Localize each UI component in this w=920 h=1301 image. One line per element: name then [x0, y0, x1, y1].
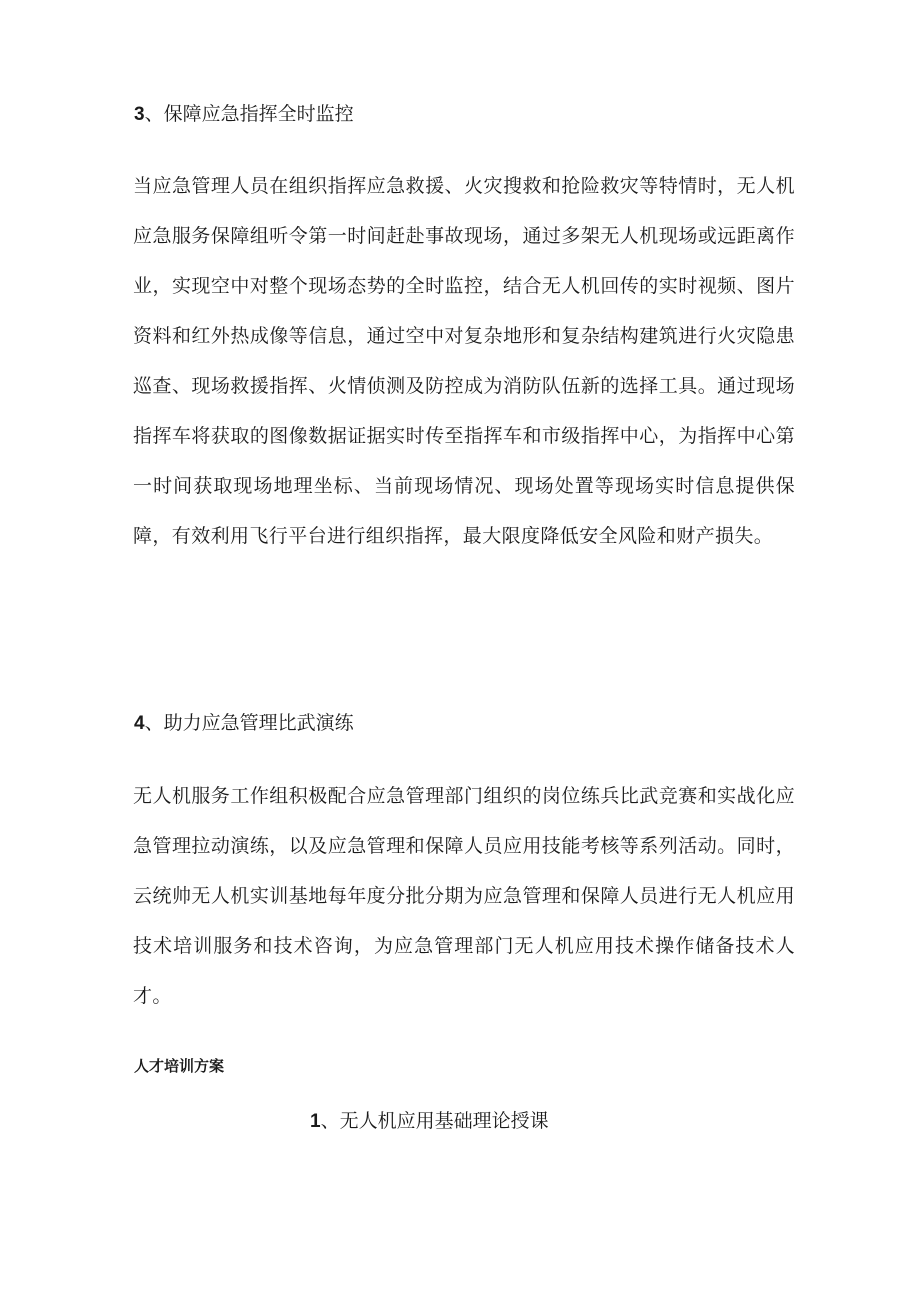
training-item-1-number: 1 — [310, 1111, 321, 1132]
section-4-title: 、助力应急管理比武演练 — [144, 712, 354, 734]
training-item-1-title: 、无人机应用基础理论授课 — [320, 1110, 549, 1132]
section-4-body: 无人机服务工作组积极配合应急管理部门组织的岗位练兵比武竞赛和实战化应急管理拉动演练，以及应急管理和保障人员应用技能考核等系列活动。同时，云统帅无人机实训基地每年度分批分期为应急管理和保障人员进行无人机应用技术培训服务和技术咨询，为应急管理部门无人机应用技术操作储备技术人才。 — [133, 785, 795, 1007]
section-3-number: 3 — [134, 104, 145, 125]
section-3-heading — [134, 100, 354, 129]
training-plan-label: 人才培训方案 — [134, 1057, 225, 1075]
section-3-body: 当应急管理人员在组织指挥应急救援、火灾搜救和抢险救灾等特情时，无人机应急服务保障组听令第一时间赶赴事故现场，通过多架无人机现场或远距离作业，实现空中对整个现场态势的全时监控，结合无人机回传的实时视频、图片资料和红外热成像等信息，通过空中对复杂地形和复杂结构建筑进行火灾隐患巡查、现场救援指挥、火情侦测及防控成为消防队伍新的选择工具。通过现场指挥车将获取的图像数据证据实时传至指挥车和市级指挥中心，为指挥中心第一时间获取现场地理坐标、当前现场情况、现场处置等现场实时信息提供保障，有效利用飞行平台进行组织指挥，最大限度降低安全风险和财产损失。 — [133, 175, 795, 547]
section-3-title: 、保障应急指挥全时监控 — [144, 103, 354, 125]
section-4-number: 4 — [134, 713, 145, 734]
training-item-1-heading — [310, 1107, 549, 1136]
section-4-heading — [134, 709, 354, 738]
